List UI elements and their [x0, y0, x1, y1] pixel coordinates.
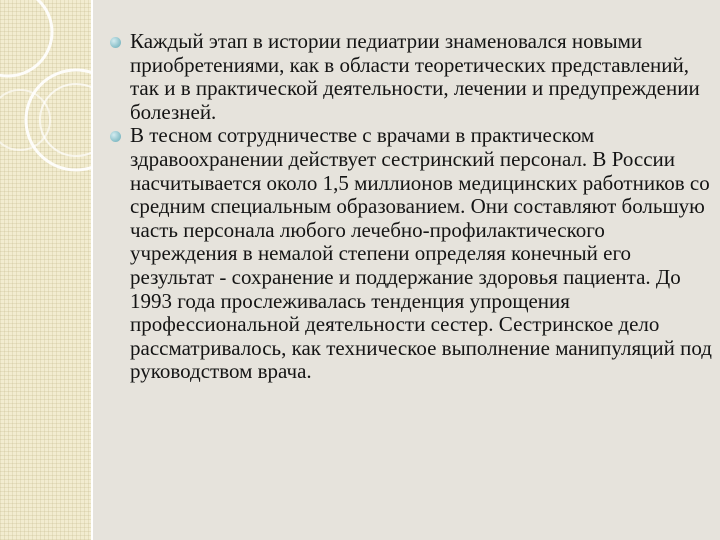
panel-divider	[91, 0, 93, 540]
bullet-list	[110, 30, 712, 384]
content-area	[110, 30, 712, 384]
bullet-item	[110, 124, 712, 384]
bullet-text: Каждый этап в истории педиатрии знаменовался новыми приобретениями, как в области теоретических представлений, так и в практической деятельности, лечении и предупреждении болезней.	[130, 29, 700, 124]
decorative-circles	[0, 0, 91, 540]
circle-bullet-icon	[110, 37, 121, 48]
bullet-text: В тесном сотрудничестве с врачами в практическом здравоохранении действует сестринский персонал. В России насчитывается около 1,5 миллионов медицинских работников со средним специальным образованием. Они составляют большую часть персонала любого лечебно-профилактического учреждения в немалой степени определяя конечный его результат - сохранение и поддержание здоровья пациента. До 1993 года прослеживалась тенденция упрощения профессиональной деятельности сестер. Сестринское дело рассматривалось, как техническое выполнение манипуляций под руководством врача.	[130, 123, 712, 384]
circle-bullet-icon	[110, 131, 121, 142]
bullet-item	[110, 30, 712, 124]
